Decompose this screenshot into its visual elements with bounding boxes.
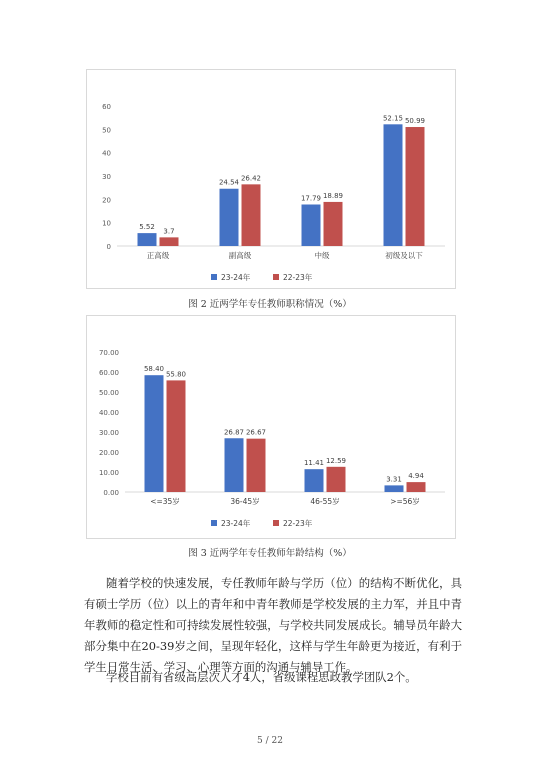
x-tick-label: <=35岁 bbox=[150, 497, 180, 506]
y-tick-label: 10 bbox=[102, 219, 111, 228]
bar-series-1 bbox=[305, 469, 324, 492]
y-tick-label: 0.00 bbox=[103, 489, 119, 497]
bar-series-2 bbox=[167, 380, 186, 492]
y-tick-label: 60.00 bbox=[98, 369, 119, 377]
x-tick-label: 46-55岁 bbox=[310, 497, 340, 506]
y-tick-label: 40.00 bbox=[98, 409, 119, 417]
bar-series-1 bbox=[385, 485, 404, 492]
legend-label: 22-23年 bbox=[283, 519, 313, 528]
chart-age-svg bbox=[87, 316, 455, 538]
page-number: 5 / 22 bbox=[257, 736, 283, 746]
bar-series-2 bbox=[242, 184, 261, 246]
x-tick-label: 初级及以下 bbox=[385, 251, 423, 260]
bar-series-2 bbox=[407, 482, 426, 492]
data-label: 17.79 bbox=[300, 194, 322, 203]
data-label: 11.41 bbox=[303, 459, 325, 468]
y-tick-label: 60 bbox=[102, 103, 111, 111]
data-label: 26.67 bbox=[245, 428, 267, 437]
legend-swatch bbox=[211, 520, 217, 526]
bar-series-2 bbox=[324, 202, 343, 246]
data-label: 26.42 bbox=[240, 174, 262, 183]
y-tick-label: 40 bbox=[102, 149, 111, 158]
bar-series-1 bbox=[302, 204, 321, 246]
data-label: 24.54 bbox=[218, 178, 240, 187]
y-tick-label: 50.00 bbox=[98, 389, 119, 397]
data-label: 18.89 bbox=[322, 191, 344, 200]
legend-label: 23-24年 bbox=[221, 519, 251, 528]
bar-series-2 bbox=[327, 467, 346, 492]
y-tick-label: 0 bbox=[106, 243, 111, 251]
bar-series-2 bbox=[160, 237, 179, 246]
legend-swatch bbox=[273, 520, 279, 526]
paragraph-1: 随着学校的快速发展，专任教师年龄与学历（位）的结构不断优化，具有硕士学历（位）以上的青年和中青年教师是学校发展的主力军，并且中青年教师的稳定性和可持续发展性较强，与学校共同发展成长。辅导员年龄大部分集中在20-39岁之间，呈现年轻化，这样与学生年龄更为接近，有利于学生日常生活、学习、心理等方面的沟通与辅导工作。 bbox=[84, 576, 462, 674]
data-label: 4.94 bbox=[408, 472, 424, 481]
bar-series-1 bbox=[138, 233, 157, 246]
data-label: 26.87 bbox=[223, 428, 245, 437]
chart-titles-svg bbox=[87, 70, 455, 288]
data-label: 52.15 bbox=[382, 114, 404, 123]
y-tick-label: 30 bbox=[102, 173, 111, 181]
legend-label: 22-23年 bbox=[283, 273, 313, 282]
figure-caption-titles: 图 2 近两学年专任教师职称情况（%） bbox=[188, 299, 352, 310]
bar-series-1 bbox=[145, 375, 164, 492]
chart-titles bbox=[86, 69, 456, 289]
data-label: 50.99 bbox=[404, 117, 426, 126]
data-label: 12.59 bbox=[325, 456, 347, 465]
y-tick-label: 30.00 bbox=[98, 429, 119, 437]
data-label: 3.31 bbox=[386, 475, 402, 484]
bar-series-1 bbox=[225, 438, 244, 492]
legend-label: 23-24年 bbox=[221, 273, 251, 282]
x-tick-label: 副高级 bbox=[228, 251, 252, 260]
data-label: 5.52 bbox=[139, 223, 155, 232]
y-tick-label: 10.00 bbox=[98, 469, 119, 477]
paragraph-2: 学校目前有省级高层次人才4人，省级课程思政教学团队2个。 bbox=[106, 670, 417, 684]
bar-series-2 bbox=[406, 127, 425, 246]
y-tick-label: 50 bbox=[102, 126, 111, 135]
legend-swatch bbox=[273, 274, 279, 280]
data-label: 58.40 bbox=[143, 365, 165, 374]
figure-caption-age: 图 3 近两学年专任教师年龄结构（%） bbox=[188, 548, 352, 559]
chart-age bbox=[86, 315, 456, 539]
y-tick-label: 20 bbox=[102, 196, 111, 205]
x-tick-label: 正高级 bbox=[146, 251, 170, 260]
bar-series-1 bbox=[220, 189, 239, 246]
x-tick-label: 中级 bbox=[314, 251, 330, 260]
y-tick-label: 70.00 bbox=[98, 349, 119, 357]
data-label: 55.80 bbox=[165, 370, 187, 379]
x-tick-label: >=56岁 bbox=[390, 497, 420, 506]
y-tick-label: 20.00 bbox=[98, 449, 119, 457]
data-label: 3.7 bbox=[163, 227, 175, 236]
legend-swatch bbox=[211, 274, 217, 280]
x-tick-label: 36-45岁 bbox=[230, 497, 260, 506]
bar-series-1 bbox=[384, 124, 403, 246]
bar-series-2 bbox=[247, 439, 266, 492]
